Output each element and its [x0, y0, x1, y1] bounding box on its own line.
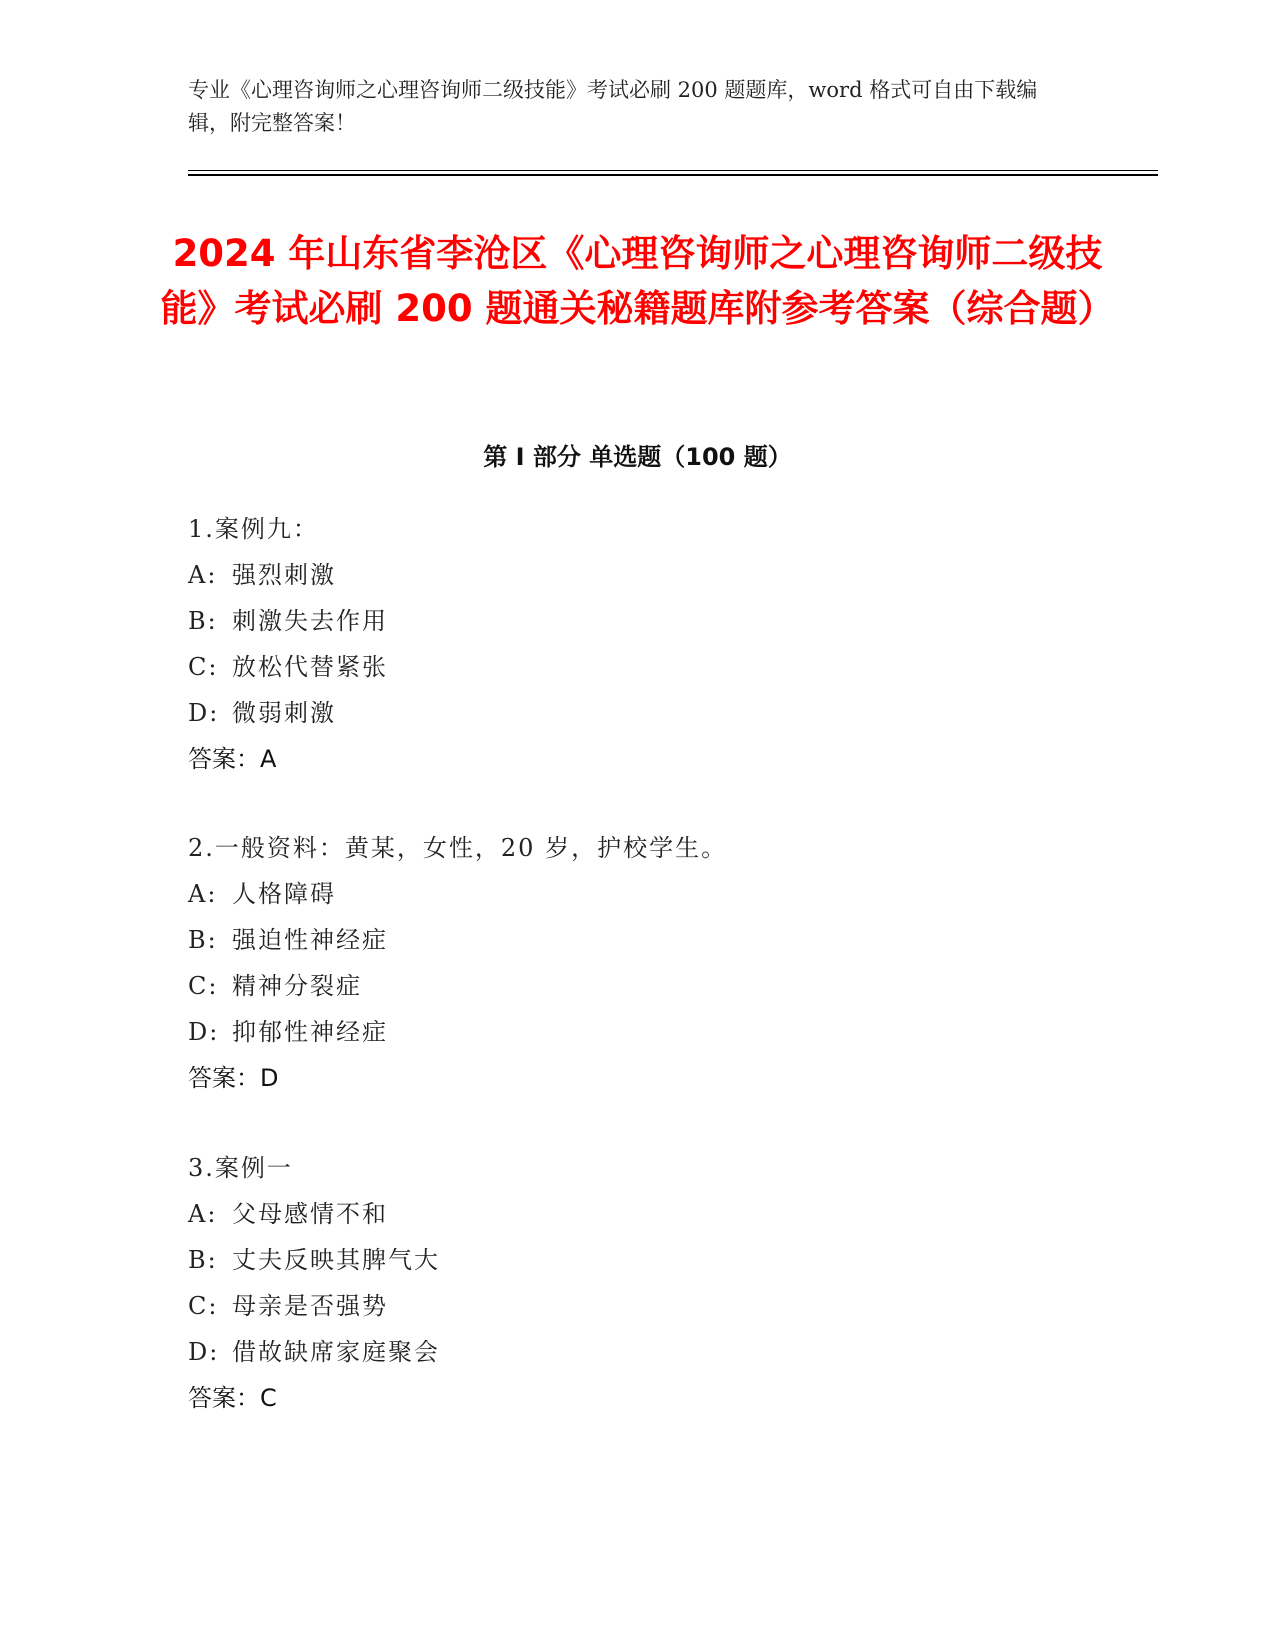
option-d: [188, 1329, 1088, 1375]
option-text: 放松代替紧张: [232, 653, 388, 681]
option-label: C:: [188, 653, 219, 681]
question-stem: 2.一般资料：黄某，女性，20 岁，护校学生。: [188, 834, 728, 862]
option-text: 母亲是否强势: [232, 1292, 388, 1320]
option-label: B:: [188, 607, 218, 635]
option-label: A:: [188, 880, 218, 908]
answer: 答案：A: [188, 745, 277, 773]
option-text: 微弱刺激: [232, 699, 336, 727]
question-2: [188, 825, 1088, 1101]
answer: 答案：C: [188, 1384, 277, 1412]
answer: 答案：D: [188, 1064, 279, 1092]
option-label: A:: [188, 1200, 218, 1228]
option-label: A:: [188, 561, 218, 589]
option-text: 父母感情不和: [232, 1200, 388, 1228]
option-a: [188, 871, 1088, 917]
header-note: 专业《心理咨询师之心理咨询师二级技能》考试必刷 200 题题库，word 格式可自由下载编辑，附完整答案！: [188, 78, 1038, 135]
option-c: [188, 963, 1088, 1009]
option-label: B:: [188, 926, 218, 954]
option-b: [188, 598, 1088, 644]
option-c: [188, 1283, 1088, 1329]
option-d: [188, 1009, 1088, 1055]
question-3: [188, 1145, 1088, 1421]
option-text: 精神分裂症: [232, 972, 362, 1000]
option-c: [188, 644, 1088, 690]
option-label: D:: [188, 699, 220, 727]
option-text: 抑郁性神经症: [232, 1018, 388, 1046]
option-text: 刺激失去作用: [232, 607, 388, 635]
option-b: [188, 917, 1088, 963]
question-stem: 1.案例九：: [188, 515, 319, 543]
option-text: 借故缺席家庭聚会: [232, 1338, 440, 1366]
option-text: 强迫性神经症: [232, 926, 388, 954]
option-text: 人格障碍: [232, 880, 336, 908]
option-a: [188, 1191, 1088, 1237]
option-text: 强烈刺激: [232, 561, 336, 589]
option-label: D:: [188, 1338, 220, 1366]
option-label: D:: [188, 1018, 220, 1046]
option-a: [188, 552, 1088, 598]
document-title: 2024 年山东省李沧区《心理咨询师之心理咨询师二级技能》考试必刷 200 题通关秘籍题库附参考答案（综合题）: [160, 232, 1115, 330]
header-divider-thick: [188, 174, 1158, 176]
header-divider-thin: [188, 170, 1158, 171]
option-label: B:: [188, 1246, 218, 1274]
option-text: 丈夫反映其脾气大: [232, 1246, 440, 1274]
question-1: [188, 506, 1088, 782]
question-stem: 3.案例一: [188, 1154, 293, 1182]
option-label: C:: [188, 1292, 219, 1320]
option-label: C:: [188, 972, 219, 1000]
option-d: [188, 690, 1088, 736]
option-b: [188, 1237, 1088, 1283]
section-heading: 第 I 部分 单选题（100 题）: [483, 443, 792, 471]
